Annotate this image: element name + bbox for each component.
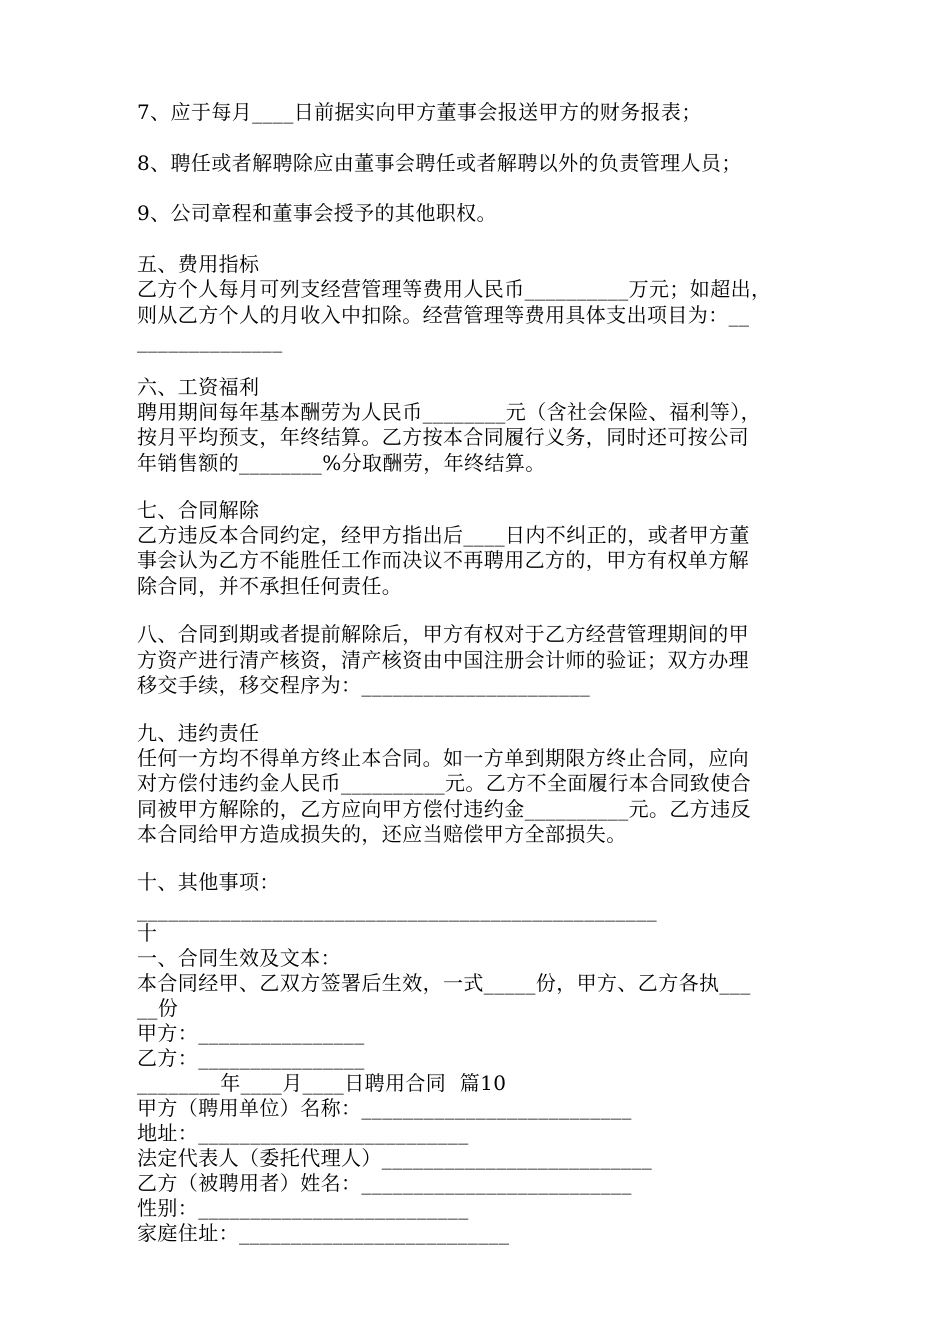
section-heading-other: 十、其他事项：: [137, 870, 280, 894]
paragraph-line: 八、合同到期或者提前解除后，甲方有权对于乙方经营管理期间的甲: [137, 622, 749, 646]
section-heading-breach: 九、违约责任: [137, 721, 260, 745]
home-address-field: 家庭住址：__________________________: [137, 1221, 510, 1245]
legal-representative-field: 法定代表人（委托代理人）__________________________: [137, 1146, 653, 1170]
paragraph-line: 任何一方均不得单方终止本合同。如一方单到期限方终止合同，应向: [137, 746, 749, 770]
gender-field: 性别：__________________________: [137, 1196, 469, 1220]
party-b-signature-line: 乙方：________________: [137, 1046, 365, 1070]
section-number: 十: [137, 921, 158, 945]
paragraph-line: 事会认为乙方不能胜任工作而决议不再聘用乙方的，甲方有权单方解: [137, 548, 749, 572]
date-and-title-line: ________年____月____日聘用合同 篇10: [137, 1071, 507, 1095]
paragraph-line: 按月平均预支，年终结算。乙方按本合同履行义务，同时还可按公司: [137, 425, 749, 449]
paragraph-line: ______________: [137, 329, 283, 353]
paragraph-line: 年销售额的________%分取酬劳，年终结算。: [137, 451, 546, 475]
paragraph-line: 方资产进行清产核资，清产核资由中国注册会计师的验证；双方办理: [137, 648, 749, 672]
paragraph-line: 聘用期间每年基本酬劳为人民币________元（含社会保险、福利等），: [137, 400, 761, 424]
paragraph-line: 乙方违反本合同约定，经甲方指出后____日内不纠正的，或者甲方董: [137, 523, 750, 547]
section-heading-effect: 一、合同生效及文本：: [137, 946, 341, 970]
address-field: 地址：__________________________: [137, 1121, 469, 1145]
paragraph-line: 本合同经甲、乙双方签署后生效，一式_____份，甲方、乙方各执___: [137, 971, 751, 995]
paragraph-line: 同被甲方解除的，乙方应向甲方偿付违约金__________元。乙方违反: [137, 797, 751, 821]
party-a-signature-line: 甲方：________________: [137, 1021, 365, 1045]
section-heading-termination: 七、合同解除: [137, 498, 260, 522]
paragraph-line: 移交手续，移交程序为：______________________: [137, 673, 591, 697]
paragraph-line: 则从乙方个人的月收入中扣除。经营管理等费用具体支出项目为：__: [137, 303, 750, 327]
paragraph-line: 对方偿付违约金人民币__________元。乙方不全面履行本合同致使合: [137, 771, 751, 795]
section-heading-expenses: 五、费用指标: [137, 252, 260, 276]
paragraph-line: __份: [137, 996, 179, 1020]
employee-name-field: 乙方（被聘用者）姓名：__________________________: [137, 1171, 632, 1195]
clause-8: 8、聘任或者解聘除应由董事会聘任或者解聘以外的负责管理人员；: [137, 151, 742, 175]
clause-9: 9、公司章程和董事会授予的其他职权。: [137, 201, 497, 225]
clause-7: 7、应于每月____日前据实向甲方董事会报送甲方的财务报表；: [137, 100, 702, 124]
blank-line: __________________________________________________: [137, 898, 657, 922]
paragraph-line: 本合同给甲方造成损失的，还应当赔偿甲方全部损失。: [137, 822, 627, 846]
paragraph-line: 除合同，并不承担任何责任。: [137, 574, 403, 598]
employer-name-field: 甲方（聘用单位）名称：__________________________: [137, 1096, 632, 1120]
section-heading-salary: 六、工资福利: [137, 375, 260, 399]
paragraph-line: 乙方个人每月可列支经营管理等费用人民币__________万元；如超出，: [137, 277, 772, 301]
